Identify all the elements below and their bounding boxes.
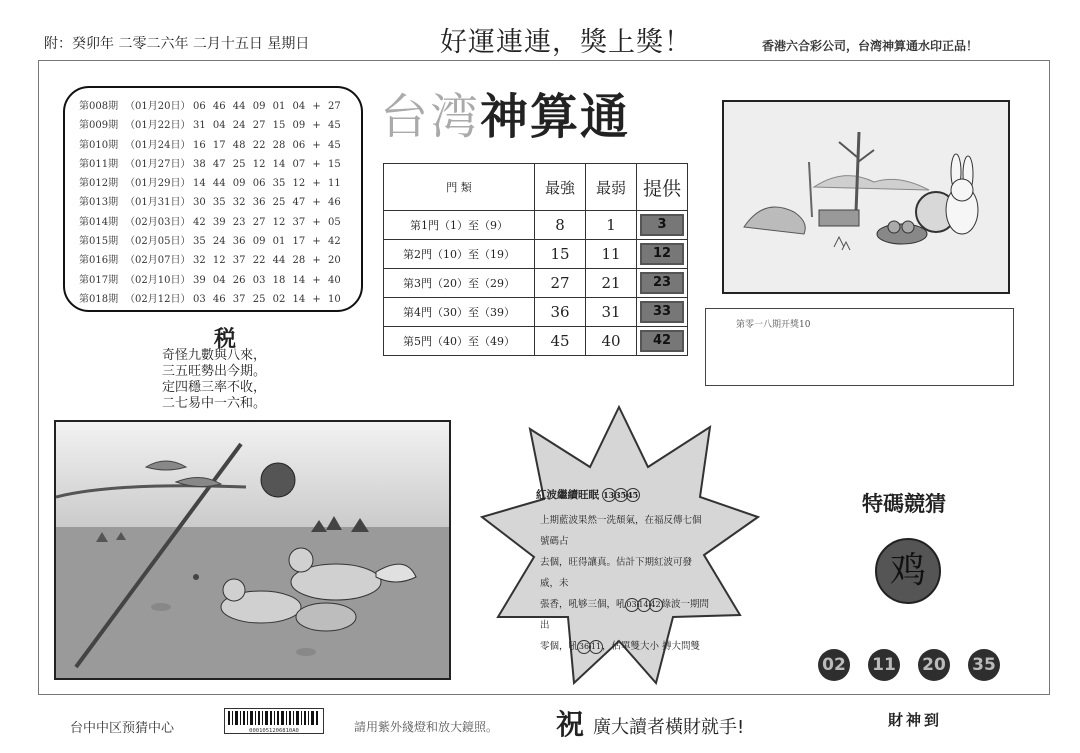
- history-row: [79, 271, 361, 290]
- row-provide: 33: [640, 301, 684, 323]
- number-ball: 11: [868, 649, 900, 681]
- history-date: （01月31日）: [125, 197, 191, 209]
- star-text-span: ，估單雙大小 搏大問雙: [602, 641, 701, 652]
- history-numbers: 39 04 26 03 18 14 + 40: [193, 274, 341, 286]
- history-period: 第012期: [79, 178, 119, 190]
- history-row: [79, 193, 361, 212]
- history-date: （01月20日）: [125, 101, 191, 112]
- row-provide: 12: [640, 243, 684, 265]
- row-strong: 45: [535, 327, 586, 356]
- circled-number: 36: [577, 640, 591, 654]
- row-provide: 42: [640, 330, 684, 352]
- company-line: 香港六合彩公司，台湾神算通水印正品！: [762, 39, 979, 53]
- row-strong: 8: [535, 211, 586, 240]
- history-date: （02月03日）: [125, 216, 191, 228]
- star-line: 上期藍波果然一洗頹氣，在福反傳七個號碼占: [540, 515, 702, 547]
- history-date: （01月24日）: [125, 139, 191, 151]
- poem: [162, 348, 322, 412]
- star-line: [540, 594, 710, 636]
- history-numbers: 06 46 44 09 01 04 + 27: [193, 101, 341, 112]
- barcode-number: 0001051206810A0: [249, 728, 299, 733]
- table-row: [384, 240, 688, 269]
- star-text-span: 零個，吼: [540, 641, 579, 652]
- footer-center-name: 台中中区预猜中心: [70, 721, 175, 736]
- circled-number: 42: [649, 598, 663, 612]
- poem-line: 二七易中一六和。: [162, 396, 267, 411]
- poem-line: 奇怪九數與八來，: [162, 348, 267, 363]
- history-row: [79, 136, 361, 155]
- history-period: 第008期: [79, 101, 119, 112]
- star-line: 去個，旺得讓真。估計下期紅波可發威，未: [540, 557, 693, 589]
- history-numbers: 35 24 36 09 01 17 + 42: [193, 236, 341, 248]
- star-heading: [536, 487, 639, 502]
- row-label: 第1門（1）至（9）: [384, 211, 535, 240]
- history-period: 第016期: [79, 255, 119, 267]
- star-text-span: 綠波一期問出: [540, 599, 710, 631]
- history-row: [79, 155, 361, 174]
- table-row: [384, 327, 688, 356]
- history-numbers: 14 44 09 06 35 12 + 11: [193, 178, 341, 190]
- history-numbers: 38 47 25 12 14 07 + 15: [193, 158, 341, 170]
- rabbit-illustration: [722, 100, 1010, 294]
- history-numbers: 42 39 23 27 12 37 + 05: [193, 216, 341, 228]
- star-text-span: 張香，吼够三個，吼: [540, 599, 626, 610]
- history-period: 第014期: [79, 216, 119, 228]
- guess-numbers: [818, 649, 1000, 681]
- page-title: [380, 78, 630, 147]
- star-paragraph: [540, 510, 710, 657]
- history-period: 第015期: [79, 236, 119, 248]
- draw-history: [63, 86, 363, 312]
- history-period: 第013期: [79, 197, 119, 209]
- history-date: （01月27日）: [125, 158, 191, 170]
- circled-number: 14: [637, 598, 651, 612]
- circled-number: 45: [627, 490, 639, 500]
- history-numbers: 16 17 48 22 28 06 + 45: [193, 139, 341, 151]
- row-label: 第5門（40）至（49）: [384, 327, 535, 356]
- circled-number: 11: [589, 640, 603, 654]
- row-strong: 27: [535, 269, 586, 298]
- history-date: （02月12日）: [125, 293, 191, 305]
- history-row: [79, 251, 361, 270]
- number-ball: 20: [918, 649, 950, 681]
- title-part2: 神算通: [480, 89, 631, 145]
- history-numbers: 03 46 37 25 02 14 + 10: [193, 293, 341, 305]
- table-header-weak: 最弱: [586, 164, 637, 211]
- row-weak: 11: [586, 240, 637, 269]
- row-label: 第2門（10）至（19）: [384, 240, 535, 269]
- barcode: [224, 708, 324, 734]
- history-period: 第011期: [79, 158, 119, 170]
- poem-line: 定四穩三率不收，: [162, 380, 267, 395]
- history-row: [79, 232, 361, 251]
- row-strong: 36: [535, 298, 586, 327]
- history-date: （02月05日）: [125, 236, 191, 248]
- blessing-char: 祝: [556, 708, 585, 741]
- history-period: 第009期: [79, 120, 119, 132]
- uv-hint: 請用紫外綫燈和放大鏡照。: [354, 720, 499, 734]
- history-row: [79, 116, 361, 135]
- table-header-provide: 提供: [637, 164, 688, 211]
- history-numbers: 30 35 32 36 25 47 + 46: [193, 197, 341, 209]
- history-period: 第018期: [79, 293, 119, 305]
- date-line: 附：癸卯年 二零二六年 二月十五日 星期日: [44, 36, 310, 52]
- history-numbers: 32 12 37 22 44 28 + 20: [193, 255, 341, 267]
- top-slogan: 好運連連，獎上獎！: [440, 27, 692, 58]
- circled-number: 13: [603, 490, 615, 500]
- footer-right: 財神到: [888, 711, 943, 729]
- guess-title: 特碼競猜: [862, 491, 946, 516]
- table-row: [384, 298, 688, 327]
- rabbit-scene-image: [724, 102, 1008, 292]
- history-period: 第017期: [79, 274, 119, 286]
- star-line: [540, 636, 710, 657]
- history-date: （01月29日）: [125, 178, 191, 190]
- table-row: [384, 269, 688, 298]
- row-label: 第3門（20）至（29）: [384, 269, 535, 298]
- history-row: [79, 97, 361, 116]
- row-weak: 1: [586, 211, 637, 240]
- history-numbers: 31 04 24 27 15 09 + 45: [193, 120, 341, 132]
- history-row: [79, 213, 361, 232]
- zodiac-ball: 鸡: [875, 538, 941, 604]
- fox-illustration: [54, 420, 451, 680]
- row-weak: 40: [586, 327, 637, 356]
- row-strong: 15: [535, 240, 586, 269]
- fox-scene-image: [56, 422, 449, 678]
- row-weak: 21: [586, 269, 637, 298]
- table-row: [384, 211, 688, 240]
- history-date: （02月10日）: [125, 274, 191, 286]
- row-provide: 23: [640, 272, 684, 294]
- barcode-image: [225, 709, 323, 733]
- segment-table: [383, 163, 688, 356]
- row-label: 第4門（30）至（39）: [384, 298, 535, 327]
- history-date: （02月07日）: [125, 255, 191, 267]
- history-period: 第010期: [79, 139, 119, 151]
- number-ball: 35: [968, 649, 1000, 681]
- star-title: 紅波繼續旺眠: [536, 489, 599, 501]
- number-ball: 02: [818, 649, 850, 681]
- table-header-strong: 最強: [535, 164, 586, 211]
- poem-title: 税: [214, 326, 237, 352]
- history-row: [79, 290, 361, 309]
- row-provide: 3: [640, 214, 684, 236]
- circled-number: 35: [615, 490, 627, 500]
- poem-line: 三五旺勢出今期。: [162, 364, 267, 379]
- footer-slogan: 廣大讀者橫財就手!: [593, 717, 745, 738]
- history-date: （01月22日）: [125, 120, 191, 132]
- row-weak: 31: [586, 298, 637, 327]
- table-header-category: 門 類: [384, 164, 535, 211]
- draw-result-note: 第零一八期开獎10: [705, 308, 1014, 386]
- history-row: [79, 174, 361, 193]
- title-part1: 台湾: [380, 89, 481, 145]
- circled-number: 03: [625, 598, 639, 612]
